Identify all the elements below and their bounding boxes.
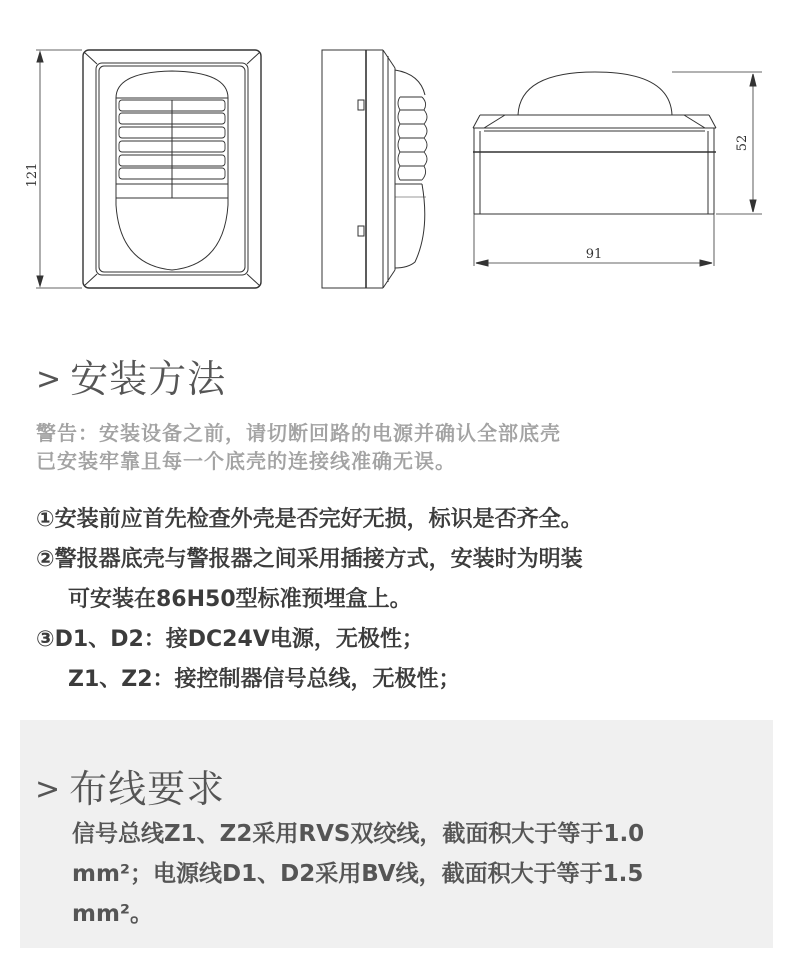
install-steps <box>36 500 776 700</box>
step-3-continued: Z1、Z2：接控制器信号总线，无极性； <box>68 667 461 692</box>
dimension-drawings <box>0 0 790 310</box>
install-section-title <box>36 348 226 403</box>
wiring-title-text: 布线要求 <box>69 767 226 811</box>
install-warning <box>36 419 756 475</box>
wiring-requirements <box>72 814 762 934</box>
step-3: ③D1、D2：接DC24V电源，无极性； <box>36 627 424 652</box>
height-52-label: 52 <box>735 134 750 152</box>
step-2-continued: 可安装在86H50型标准预埋盒上。 <box>68 587 412 612</box>
wiring-line-1: 信号总线Z1、Z2采用RVS双绞线，截面积大于等于1.0 <box>72 821 645 847</box>
step-2: ②警报器底壳与警报器之间采用插接方式，安装时为明装 <box>36 547 583 572</box>
chevron-right-icon: > <box>36 362 63 397</box>
wiring-line-2: mm²；电源线D1、D2采用BV线，截面积大于等于1.5 <box>72 861 644 887</box>
warning-line-2: 已安装牢靠且每一个底壳的连接线准确无误。 <box>36 449 456 473</box>
side-view-drawing <box>322 50 427 288</box>
wiring-panel <box>20 720 773 948</box>
wiring-line-3: mm²。 <box>72 901 154 927</box>
top-view-drawing <box>473 72 762 266</box>
wiring-section-title <box>35 758 225 813</box>
front-view-drawing <box>25 50 261 288</box>
chevron-right-icon: > <box>35 772 62 807</box>
step-1: ①安装前应首先检查外壳是否完好无损，标识是否齐全。 <box>36 507 583 532</box>
install-title-text: 安装方法 <box>70 357 227 401</box>
width-91-label: 91 <box>585 247 603 262</box>
height-121-label: 121 <box>25 162 40 188</box>
warning-line-1: 警告：安装设备之前，请切断回路的电源并确认全部底壳 <box>36 421 561 445</box>
